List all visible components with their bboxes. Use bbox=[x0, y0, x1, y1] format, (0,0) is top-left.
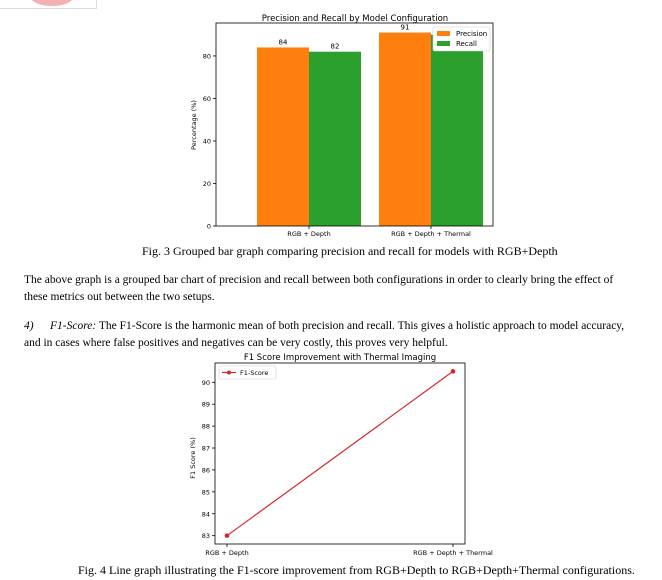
fig4-xtick-label: RGB + Depth bbox=[205, 549, 249, 557]
fig3-legend-recall: Recall bbox=[456, 40, 477, 48]
fig4-ytick-label: 90 bbox=[201, 378, 210, 387]
fig3-bar-recall-1 bbox=[431, 35, 483, 226]
fig4-point-0 bbox=[225, 533, 230, 538]
fig4-caption: Fig. 4 Line graph illustrating the F1-score improvement from RGB+Depth to RGB+Depth+Thermal configurations. bbox=[78, 563, 635, 577]
fig3-xtick-label: RGB + Depth + Thermal bbox=[391, 230, 471, 238]
fig3-ytick-label: 60 bbox=[202, 94, 211, 103]
fig4-ytick-label: 84 bbox=[201, 510, 210, 519]
fig4-xtick-label: RGB + Depth + Thermal bbox=[413, 549, 493, 557]
fig3-xtick-label: RGB + Depth bbox=[287, 230, 331, 238]
fig3-legend-swatch-recall bbox=[437, 41, 450, 46]
fig3-bar-recall-0 bbox=[309, 52, 361, 226]
fig3-legend bbox=[433, 27, 490, 51]
fig4-ytick-label: 86 bbox=[201, 466, 210, 475]
fig4-series-line-f1 bbox=[227, 371, 453, 535]
fig4-ytick-label: 83 bbox=[201, 532, 210, 541]
fig4-ytick-label: 88 bbox=[201, 422, 210, 431]
fig4-ylabel: F1 Score (%) bbox=[189, 437, 197, 479]
fig3-legend-swatch-precision bbox=[437, 31, 450, 36]
fig4-legend bbox=[219, 366, 276, 379]
fig4-ytick-label: 85 bbox=[201, 488, 210, 497]
fig3-title: Precision and Recall by Model Configuration bbox=[261, 14, 449, 24]
fig3-ytick-label: 80 bbox=[202, 52, 211, 61]
section-text: The F1-Score is the harmonic mean of both precision and recall. This gives a holistic approach to model accuracy, and in cases where false positives and negatives can be very costly, this proves very helpful. bbox=[24, 320, 625, 349]
section-heading: F1-Score: bbox=[50, 320, 97, 332]
fig3-bar-precision-1 bbox=[379, 33, 431, 226]
fig3-data-label: 91 bbox=[400, 23, 410, 32]
fig3-legend-precision: Precision bbox=[456, 30, 488, 38]
precision-recall-bar-chart bbox=[0, 0, 662, 240]
fig4-legend-f1: F1-Score bbox=[240, 369, 269, 377]
f1-score-line-chart bbox=[0, 340, 662, 560]
fig4-ytick-label: 87 bbox=[201, 444, 210, 453]
fig3-data-label: 84 bbox=[278, 38, 288, 47]
fig3-caption: Fig. 3 Grouped bar graph comparing precision and recall for models with RGB+Depth bbox=[142, 244, 558, 258]
fig4-point-1 bbox=[451, 369, 456, 374]
fig3-ylabel: Percentage (%) bbox=[190, 100, 198, 150]
fig3-bar-precision-0 bbox=[257, 47, 309, 226]
fig3-data-label: 82 bbox=[330, 42, 340, 51]
section-number: 4) bbox=[24, 320, 34, 332]
fig3-ytick-label: 20 bbox=[202, 179, 211, 188]
paragraph-graph-description: The above graph is a grouped bar chart of precision and recall between both configurations in order to clearly bring the effect of these metrics out between the two setups. bbox=[24, 274, 614, 303]
fig4-title: F1 Score Improvement with Thermal Imaging bbox=[243, 353, 437, 363]
fig4-ytick-label: 89 bbox=[201, 400, 210, 409]
fig3-ytick-label: 0 bbox=[206, 222, 211, 231]
fig4-legend-marker bbox=[227, 371, 231, 375]
fig3-ytick-label: 40 bbox=[202, 137, 211, 146]
